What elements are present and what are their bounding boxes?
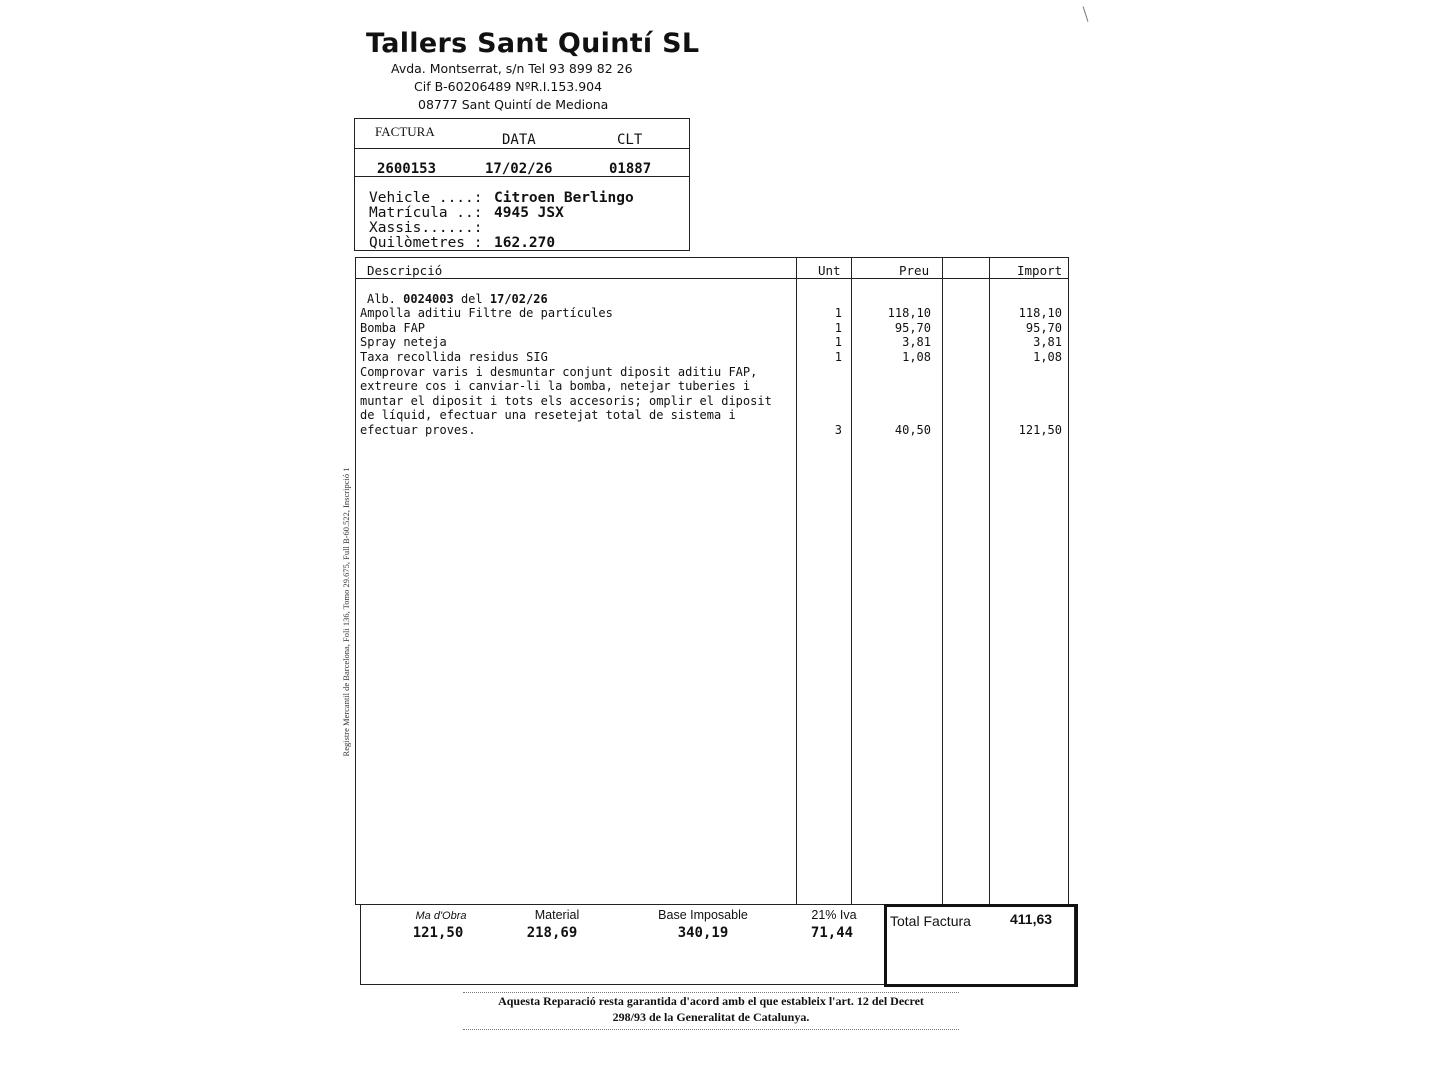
line-units: 1 xyxy=(834,350,842,364)
invoice-date-label: DATA xyxy=(502,132,536,148)
invoice-date: 17/02/26 xyxy=(485,161,553,177)
line-price: 1,08 xyxy=(902,350,931,364)
line-amount: 95,70 xyxy=(1025,321,1062,335)
company-address: Avda. Montserrat, s/n Tel 93 899 82 26 xyxy=(391,61,633,76)
labor-value: 121,50 xyxy=(412,925,464,941)
company-city: 08777 Sant Quintí de Mediona xyxy=(418,97,609,112)
vehicle-model: Citroen Berlingo xyxy=(494,190,634,206)
delivery-note-del: del xyxy=(460,292,483,306)
line-units: 3 xyxy=(834,423,842,437)
invoice-client-label: CLT xyxy=(617,132,643,148)
vat-value: 71,44 xyxy=(810,925,854,941)
line-price: 40,50 xyxy=(894,423,931,437)
line-description: Comprovar varis i desmuntar conjunt diposit aditiu FAP, xyxy=(360,365,758,379)
line-amount: 3,81 xyxy=(1033,335,1062,349)
scan-mark xyxy=(1083,6,1089,22)
material-value: 218,69 xyxy=(526,925,578,941)
column-divider xyxy=(942,257,943,905)
vehicle-label: Vehicle ....: xyxy=(369,190,483,206)
line-description: Taxa recollida residus SIG xyxy=(360,350,548,364)
delivery-note-date: 17/02/26 xyxy=(489,292,548,306)
chassis-label: Xassis......: xyxy=(369,220,483,236)
line-description: de líquid, efectuar una resetejat total de sistema i xyxy=(360,408,736,422)
company-name: Tallers Sant Quintí SL xyxy=(366,28,700,59)
table-header-divider xyxy=(355,278,1069,279)
warranty-line-1: Aquesta Reparació resta garantida d'acord amb el que estableix l'art. 12 del Decret xyxy=(498,994,924,1008)
column-header-amount: Import xyxy=(1017,263,1063,278)
line-amount: 1,08 xyxy=(1033,350,1062,364)
delivery-note-prefix: Alb. xyxy=(367,292,396,306)
company-cif: Cif B-60206489 NºR.I.153.904 xyxy=(414,79,603,94)
labor-label: Ma d'Obra xyxy=(415,910,467,922)
line-amount: 121,50 xyxy=(1018,423,1062,437)
line-description: Bomba FAP xyxy=(360,321,426,335)
mercantile-register-note: Registre Mercantil de Barcelona, Foli 136, Tomo 29.675, Full B-60.522, Inscripció 1 xyxy=(341,467,351,757)
vat-label: 21% Iva xyxy=(811,908,857,922)
line-description: efectuar proves. xyxy=(360,423,476,437)
delivery-note-number: 0024003 xyxy=(403,292,454,306)
total-invoice-label: Total Factura xyxy=(890,913,971,929)
warranty-line-2: 298/93 de la Generalitat de Catalunya. xyxy=(612,1010,810,1024)
warranty-footer xyxy=(463,992,959,1030)
line-price: 118,10 xyxy=(887,306,931,320)
km-label: Quilòmetres : xyxy=(369,235,483,251)
line-units: 1 xyxy=(834,321,842,335)
column-header-price: Preu xyxy=(899,263,930,278)
km-value: 162.270 xyxy=(494,235,556,251)
invoice-number-label: FACTURA xyxy=(375,124,435,139)
line-description: muntar el diposit i tots els accesoris; omplir el diposit xyxy=(360,394,772,408)
line-amount: 118,10 xyxy=(1018,306,1062,320)
column-header-units: Unt xyxy=(818,263,841,278)
plate-label: Matrícula ..: xyxy=(369,205,483,221)
plate-number: 4945 JSX xyxy=(494,205,564,221)
column-divider xyxy=(796,257,797,905)
line-description: Ampolla aditiu Filtre de partícules xyxy=(360,306,613,320)
line-price: 95,70 xyxy=(894,321,931,335)
delivery-note xyxy=(367,292,548,307)
material-label: Material xyxy=(534,908,580,922)
invoice-number: 2600153 xyxy=(377,161,437,177)
line-units: 1 xyxy=(834,335,842,349)
total-invoice-value: 411,63 xyxy=(1010,911,1053,927)
line-units: 1 xyxy=(834,306,842,320)
invoice-divider xyxy=(354,148,690,149)
line-price: 3,81 xyxy=(902,335,931,349)
column-header-description: Descripció xyxy=(367,263,443,278)
taxable-base-label: Base Imposable xyxy=(658,908,748,922)
line-description: Spray neteja xyxy=(360,335,447,349)
taxable-base-value: 340,19 xyxy=(677,925,729,941)
invoice-client-code: 01887 xyxy=(609,161,652,177)
line-description: extreure cos i canviar-li la bomba, netejar tuberies i xyxy=(360,379,751,393)
